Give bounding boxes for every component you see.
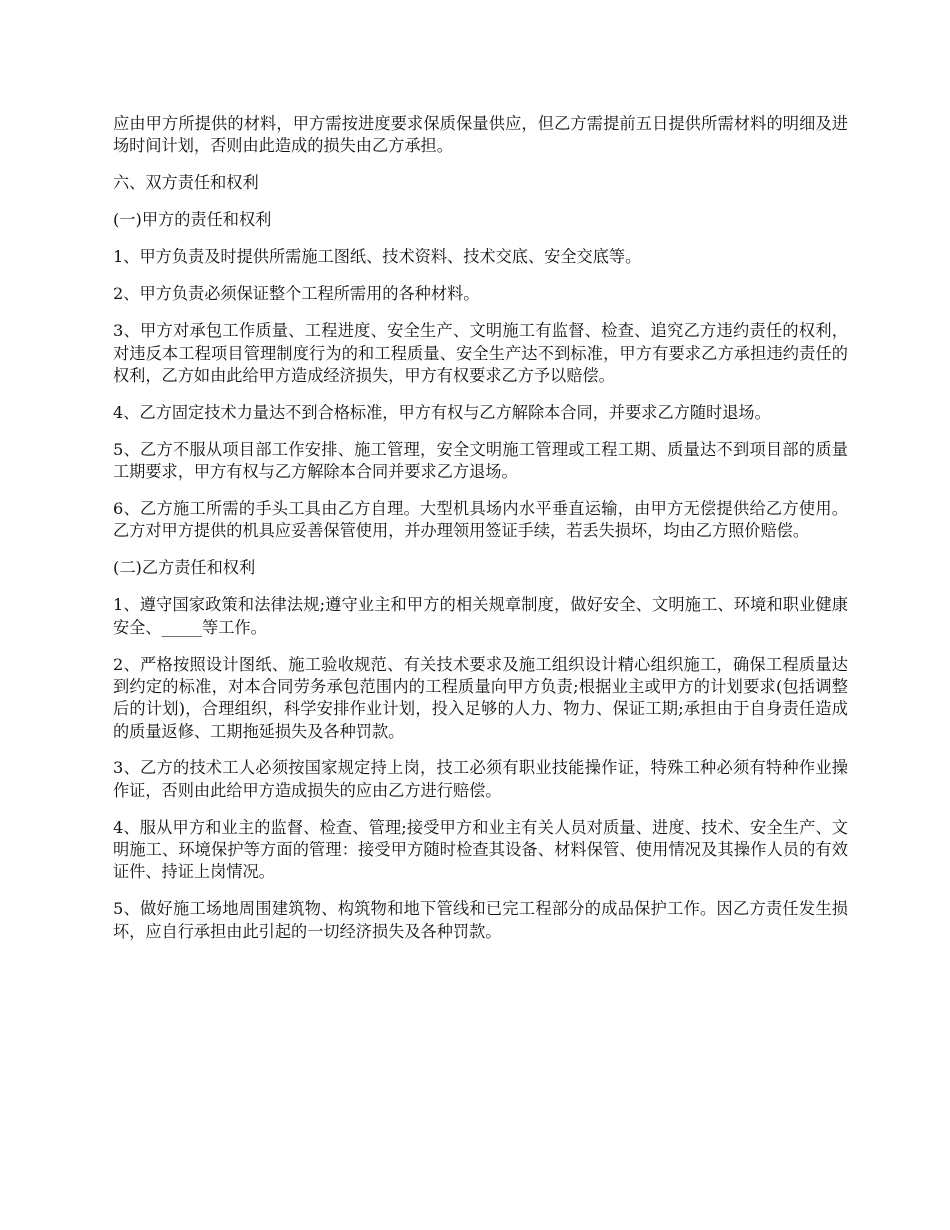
subsection-heading-party-a: (一)甲方的责任和权利 <box>113 210 272 230</box>
party-a-item-6: 6、乙方施工所需的手头工具由乙方自理。大型机具场内水平垂直运输，由甲方无偿提供给乙方使用。乙方对甲方提供的机具应妥善保管使用，并办理领用签证手续，若丢失损坏，均由乙方照价赔偿。 <box>113 499 848 541</box>
party-a-item-3: 3、甲方对承包工作质量、工程进度、安全生产、文明施工有监督、检查、追究乙方违约责任的权利，对违反本工程项目管理制度行为的和工程质量、安全生产达不到标准，甲方有要求乙方承担违约责任的权利，乙方如由此给甲方造成经济损失，甲方有权要求乙方予以赔偿。 <box>113 321 848 385</box>
subsection-heading-party-b: (二)乙方责任和权利 <box>113 558 256 578</box>
party-b-item-1: 1、遵守国家政策和法律法规;遵守业主和甲方的相关规章制度，做好安全、文明施工、环境和职业健康安全、_____等工作。 <box>113 595 848 637</box>
party-b-item-4: 4、服从甲方和业主的监督、检查、管理;接受甲方和业主有关人员对质量、进度、技术、安全生产、文明施工、环境保护等方面的管理：接受甲方随时检查其设备、材料保管、使用情况及其操作人员的有效证件、持证上岗情况。 <box>113 817 848 882</box>
document-body <box>113 113 848 958</box>
party-a-item-2: 2、甲方负责必须保证整个工程所需用的各种材料。 <box>113 284 480 304</box>
paragraph-materials-supply: 应由甲方所提供的材料，甲方需按进度要求保质保量供应，但乙方需提前五日提供所需材料的明细及进场时间计划，否则由此造成的损失由乙方承担。 <box>113 114 848 156</box>
section-heading-responsibilities: 六、双方责任和权利 <box>113 173 259 193</box>
party-a-item-1: 1、甲方负责及时提供所需施工图纸、技术资料、技术交底、安全交底等。 <box>113 247 642 267</box>
party-b-item-3: 3、乙方的技术工人必须按国家规定持上岗，技工必须有职业技能操作证，特殊工种必须有特种作业操作证，否则由此给甲方造成损失的应由乙方进行赔偿。 <box>113 758 848 800</box>
party-b-item-2: 2、严格按照设计图纸、施工验收规范、有关技术要求及施工组织设计精心组织施工，确保工程质量达到约定的标准，对本合同劳务承包范围内的工程质量向甲方负责;根据业主或甲方的计划要求(包括调整后的计划)，合理组织，科学安排作业计划，投入足够的人力、物力、保证工期;承担由于自身责任造成的质量返修、工期拖延损失及各种罚款。 <box>113 654 848 741</box>
party-b-item-5: 5、做好施工场地周围建筑物、构筑物和地下管线和已完工程部分的成品保护工作。因乙方责任发生损坏，应自行承担由此引起的一切经济损失及各种罚款。 <box>113 899 848 941</box>
party-a-item-4: 4、乙方固定技术力量达不到合格标准，甲方有权与乙方解除本合同，并要求乙方随时退场。 <box>113 402 771 422</box>
party-a-item-5: 5、乙方不服从项目部工作安排、施工管理，安全文明施工管理或工程工期、质量达不到项目部的质量工期要求，甲方有权与乙方解除本合同并要求乙方退场。 <box>113 439 848 482</box>
